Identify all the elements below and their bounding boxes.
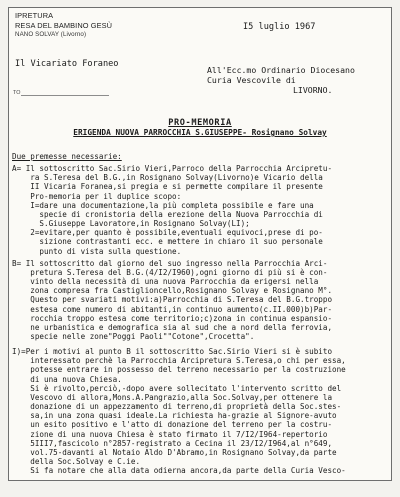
memo-subject: ERIGENDA NUOVA PARROCCHIA S.GIUSEPPE- Rosignano Solvay	[73, 128, 327, 137]
body-line: Si fa notare che alla data odierna ancora,da parte della Curia Vesco-	[12, 466, 346, 476]
body-line: potesse entrare in possesso del terreno necessario per la costruzione	[12, 365, 346, 375]
body-line: zona compresa fra Castiglioncello,Rosignano Solvay e Rosignano M°.	[12, 286, 333, 296]
body-line: specie di cronistoria della erezione della Nuova Parrocchia di	[12, 209, 323, 219]
recipient-city: LIVORNO.	[293, 85, 333, 95]
body-line: rocchia troppo estesa come territorio;c)zona in continua espansio-	[12, 313, 333, 323]
recipient-line-1: All'Ecc.mo Ordinario Diocesano	[207, 65, 355, 75]
letterhead-line-3: NANO SOLVAY (Livorno)	[15, 31, 87, 39]
body-line: I)=Per i motivi al punto B il sottoscritto Sac.Sirio Vieri si è subito	[12, 347, 333, 357]
body-line: interessato perchè la Parrocchia Arcipretura S.Teresa,o chi per essa,	[12, 356, 346, 366]
body-line: sizione contrastanti ecc. e mettere in chiaro il suo personale	[12, 237, 323, 247]
memo-body	[12, 152, 390, 475]
body-line: B= Il sottoscritto dal giorno del suo ingresso nella Parrocchia Arci-	[12, 258, 328, 268]
body-line: Si è rivolto,perciò,-dopo avere sollecitato l'intervento scritto del	[12, 383, 342, 393]
body-line: I=dare una documentazione,la più completa possibile e fare una	[12, 200, 314, 210]
body-line: un esito positivo e l'atto di donazione del terreno per la costru-	[12, 420, 333, 430]
body-line: estesa come numero di abitanti,in continuo aumento(c.II.000)b)Par-	[12, 304, 333, 314]
body-line: Due premesse necessarie:	[12, 152, 122, 161]
memo-title: PRO-MEMORIA	[168, 118, 232, 128]
body-line: sa,in una zona quasi ideale.La richiesta ha-grazie al Signore-avuto	[12, 411, 337, 421]
body-line: A= Il sottoscritto Sac.Sirio Vieri,Parroco della Parrocchia Arcipretu-	[12, 164, 333, 174]
body-line: Vescovo di allora,Mons.A.Pangrazio,alla Soc.Solvay,per ottenere la	[12, 392, 333, 402]
body-line: donazione di un appezzamento di terreno,di proprietà della Soc.stes-	[12, 402, 342, 412]
to-label: TO	[13, 90, 21, 96]
body-line: Questo per svariati motivi:a)Parrocchia di S.Teresa del B.G.troppo	[12, 295, 333, 305]
document-date: I5 luglio 1967	[243, 22, 316, 32]
body-line: 2=evitare,per quanto è possibile,eventuali equivoci,prese di po-	[12, 228, 323, 238]
body-line: specie nelle zone"Poggi Paoli""Cotone",Crocetta".	[12, 331, 255, 341]
recipient-block	[207, 65, 355, 95]
letterhead-line-2: RESA DEL BAMBINO GESÙ	[15, 20, 113, 30]
body-line: S.Giuseppe Lavoratore,in Rosignano Solvay(LI);	[12, 219, 250, 229]
body-line: vol.75-davanti al Notaio Aldo D'Abramo,in Rosignano Solvay,da parte	[12, 447, 337, 457]
body-line: Pro-memoria per il duplice scopo:	[12, 191, 182, 201]
body-line: ne urbanistica e demografica sia al sud che a nord della ferrovia,	[12, 322, 333, 332]
body-line: punto di vista sulla questione.	[12, 246, 182, 256]
body-line: ra S.Teresa del B.G.,in Rosignano Solvay(Livorno)e Vicario della	[12, 173, 323, 183]
body-line: di una nuova Chiesa.	[12, 374, 122, 384]
body-line: II Vicaria Foranea,si pregia e si permette compilare il presente	[12, 182, 323, 192]
document-page	[8, 7, 392, 481]
sender-office: Il Vicariato Foraneo	[15, 59, 119, 69]
body-line: zione di una nuova Chiesa è stato firmato il 7/I2/I964-repertorio	[12, 429, 328, 439]
to-line	[21, 95, 109, 96]
letterhead-line-1: IPRETURA	[15, 11, 54, 20]
body-line: della Soc.Solvay e C.ie.	[12, 457, 141, 466]
recipient-line-2: Curia Vescovile di	[207, 75, 296, 85]
body-line: 5III7,fascicolo n°2857-registrato a Cecina il 23/I2/I964,al n°649,	[12, 438, 333, 448]
body-line: pretura S.Teresa del B.G.(4/I2/I960),ogni giorno di più si è con-	[12, 267, 328, 277]
body-line: vinto della necessità di una nuova Parrocchia da erigersi nella	[12, 277, 319, 287]
letterhead	[15, 11, 112, 40]
